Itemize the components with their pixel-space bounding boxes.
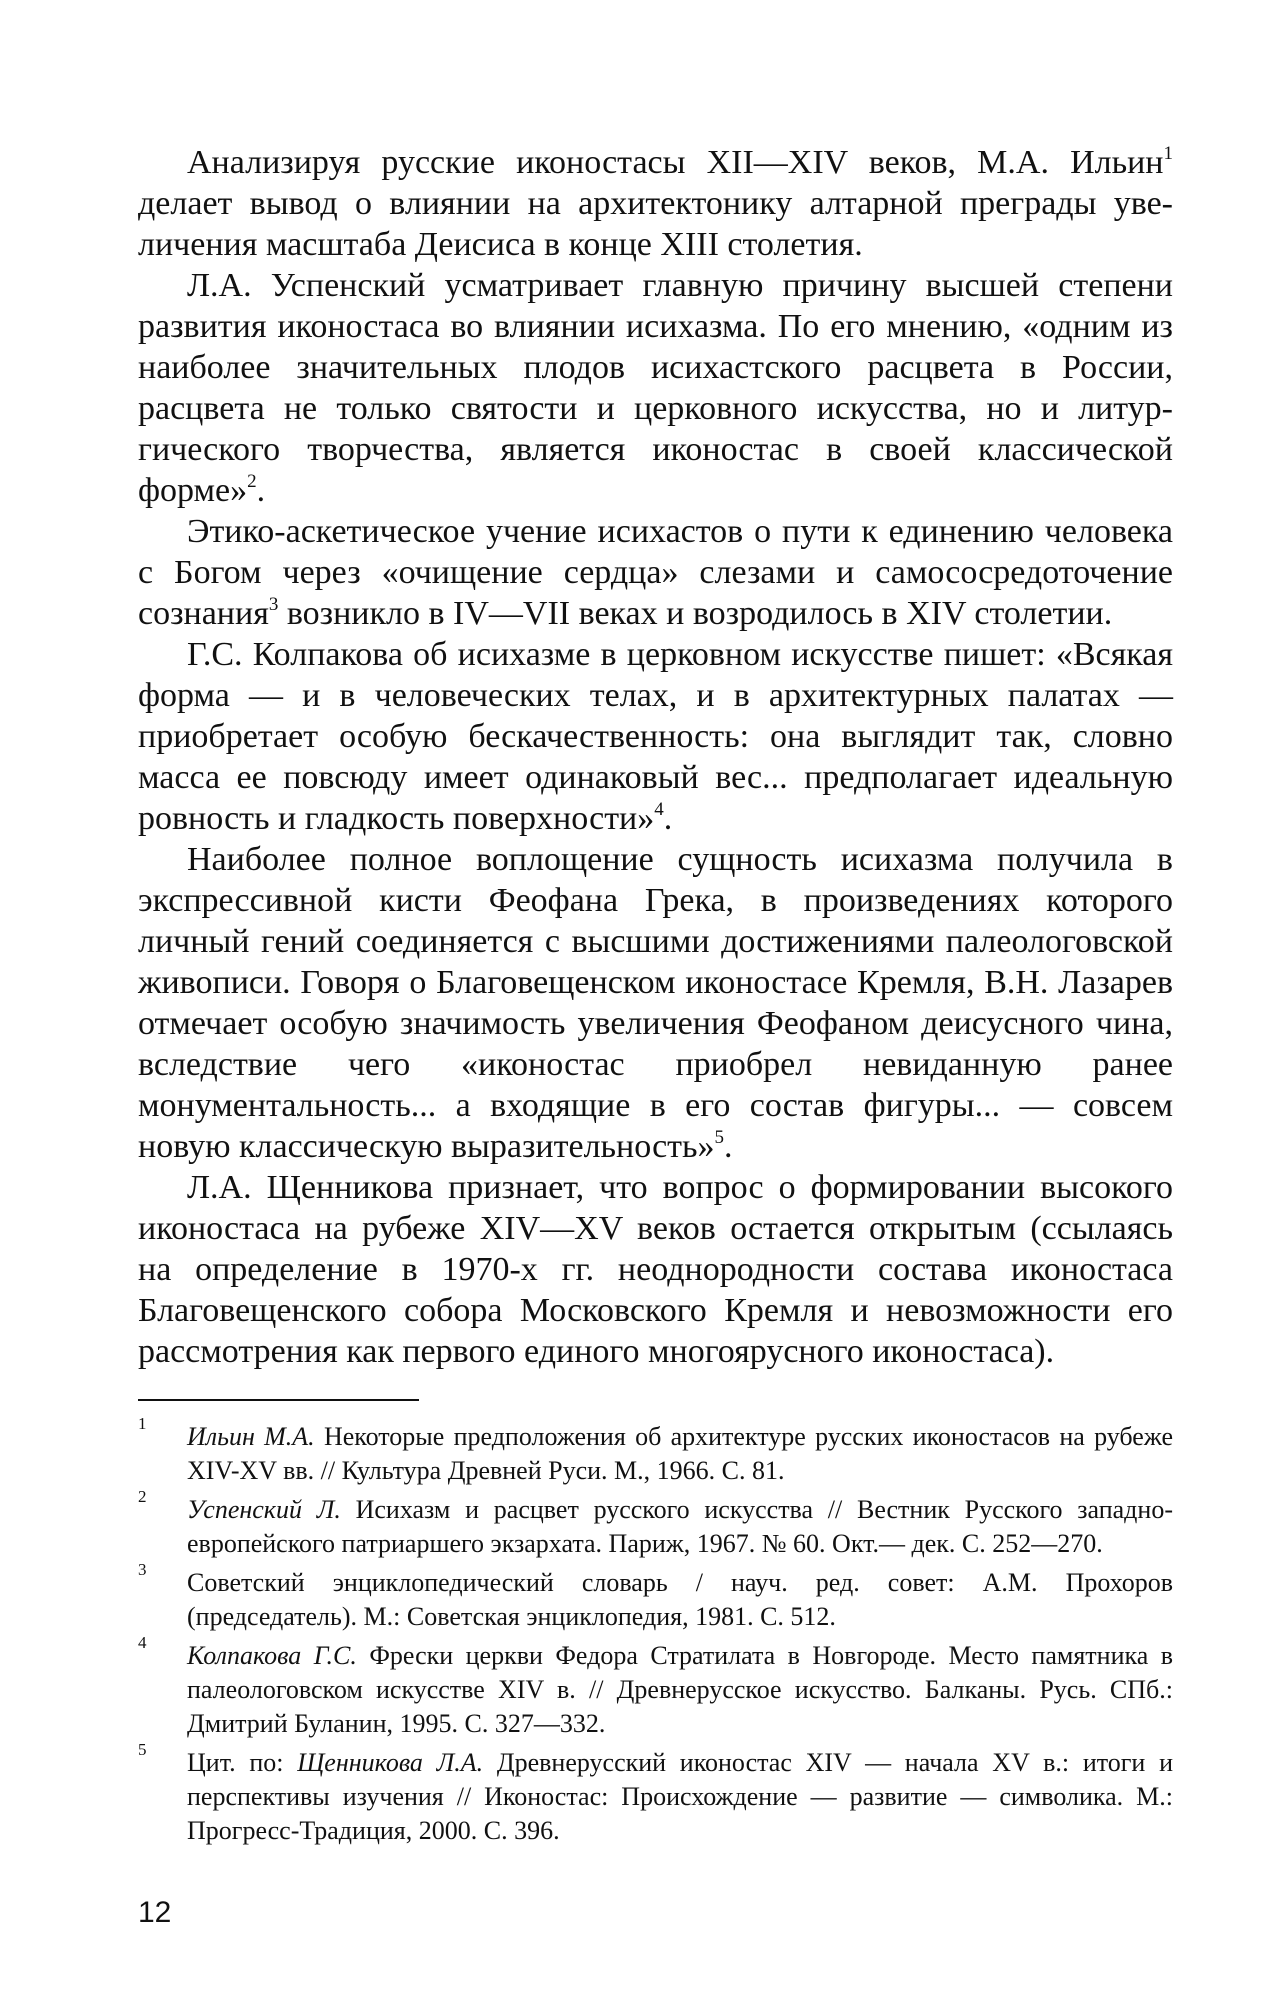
footnote-author: Ильин М.А. xyxy=(187,1422,315,1451)
footnote-ref[interactable]: 4 xyxy=(654,799,664,820)
footnote-number: 4 xyxy=(138,1633,147,1652)
footnote-number: 1 xyxy=(138,1414,147,1433)
footnote-author: Успенский Л. xyxy=(187,1495,341,1524)
footnote-number: 5 xyxy=(138,1740,147,1759)
page-number: 12 xyxy=(138,1896,172,1929)
paragraph: Наиболее полное воплощение сущность исихазма получила в экспрессивной кисти Феофана Грека, в произведениях которого личный гений соединяется с высшими достижениями палеологовской живописи. Говоря о Благовещенском иконостасе Кремля, В.Н. Лазарев отмечает особую значимость увеличения Феофаном деисусного чина, вследствие чего «иконостас приобрел невиданную ранее монументальность... а входящие в его состав фигуры... — совсем новую классическую выразительность»$^5$. xyxy=(138,841,1173,1165)
footnotes xyxy=(138,1414,1174,1848)
footnote: 5 Цит. по: Щенникова Л.А. Древнерусский иконостас XIV — начала XV в.: итоги и перспективы изучения // Иконостас: Происхождение — развитие — символика. М.: Прогресс-Традиция, 2000. С. 396. xyxy=(138,1740,1173,1845)
paragraph: Г.С. Колпакова об исихазме в церковном искусстве пишет: «Всякая форма — и в человеческих телах, и в архитектурных палатах — приобретает особую бескачественность: она выглядит так, словно масса ее повсюду имеет одинаковый вес... предполагает идеальную ровность и гладкость поверхности»$^4$. xyxy=(138,636,1173,837)
footnote-ref[interactable]: 2 xyxy=(247,471,257,492)
paragraph: Анализируя русские иконостасы XII—XIV веков, М.А. Ильин$^1$ делает вывод о влиянии на архитектонику алтарной преграды увеличения масштаба Деисиса в конце XIII столетия. xyxy=(138,143,1173,263)
footnote-ref[interactable]: 3 xyxy=(268,594,279,615)
footnote-author: Колпакова Г.С. xyxy=(187,1641,357,1670)
footnote: 4 Колпакова Г.С. Фрески церкви Федора Стратилата в Новгороде. Место памятника в палеологовском искусстве XIV в. // Древнерусское искусство. Балканы. Русь. СПб.: Дмитрий Буланин, 1995. С. 327—332. xyxy=(138,1633,1174,1738)
footnote: 1 Ильин М.А. Некоторые предположения об архитектуре русских иконостасов на рубеже XIV-XV вв. // Культура Древней Руси. М., 1966. С. 81. xyxy=(138,1414,1173,1485)
body-text xyxy=(138,142,1173,1372)
footnote-author: Щенникова Л.А. xyxy=(297,1748,484,1777)
paragraph: Л.А. Успенский усматривает главную причину высшей степени развития иконостаса во влиянии исихазма. По его мнению, «одним из наиболее значительных плодов исихастского расцвета в России, расцвета не только святости и церковного искусства, но и литургического творчества, является иконостас в своей классической форме»$^2$. xyxy=(138,267,1173,509)
footnote-ref[interactable]: 1 xyxy=(1163,143,1173,164)
page-content xyxy=(138,142,1173,1853)
paragraph: Этико-аскетическое учение исихастов о пути к единению человека с Богом через «очищение сердца» слезами и самососредоточение сознания$^3$ возникло в IV—VII веках и возродилось в XIV столетии. xyxy=(138,513,1173,632)
footnote-divider xyxy=(138,1399,419,1401)
footnote: 3 Советский энциклопедический словарь / науч. ред. совет: А.М. Прохоров (председатель). М.: Советская энциклопедия, 1981. С. 512. xyxy=(138,1560,1173,1631)
footnote-number: 2 xyxy=(138,1487,147,1506)
footnote: 2 Успенский Л. Исихазм и расцвет русского искусства // Вестник Русского западно-европейского патриаршего экзархата. Париж, 1967. № 60. Окт.— дек. С. 252—270. xyxy=(138,1487,1173,1558)
paragraph: Л.А. Щенникова признает, что вопрос о формировании высокого иконостаса на рубеже XIV—XV веков остается открытым (ссылаясь на определение в 1970-х гг. неоднородности состава иконостаса Благовещенского собора Московского Кремля и невозможности его рассмотрения как первого единого многоярусного иконостаса). xyxy=(138,1169,1173,1370)
footnote-ref[interactable]: 5 xyxy=(714,1127,725,1148)
footnote-number: 3 xyxy=(138,1560,147,1579)
